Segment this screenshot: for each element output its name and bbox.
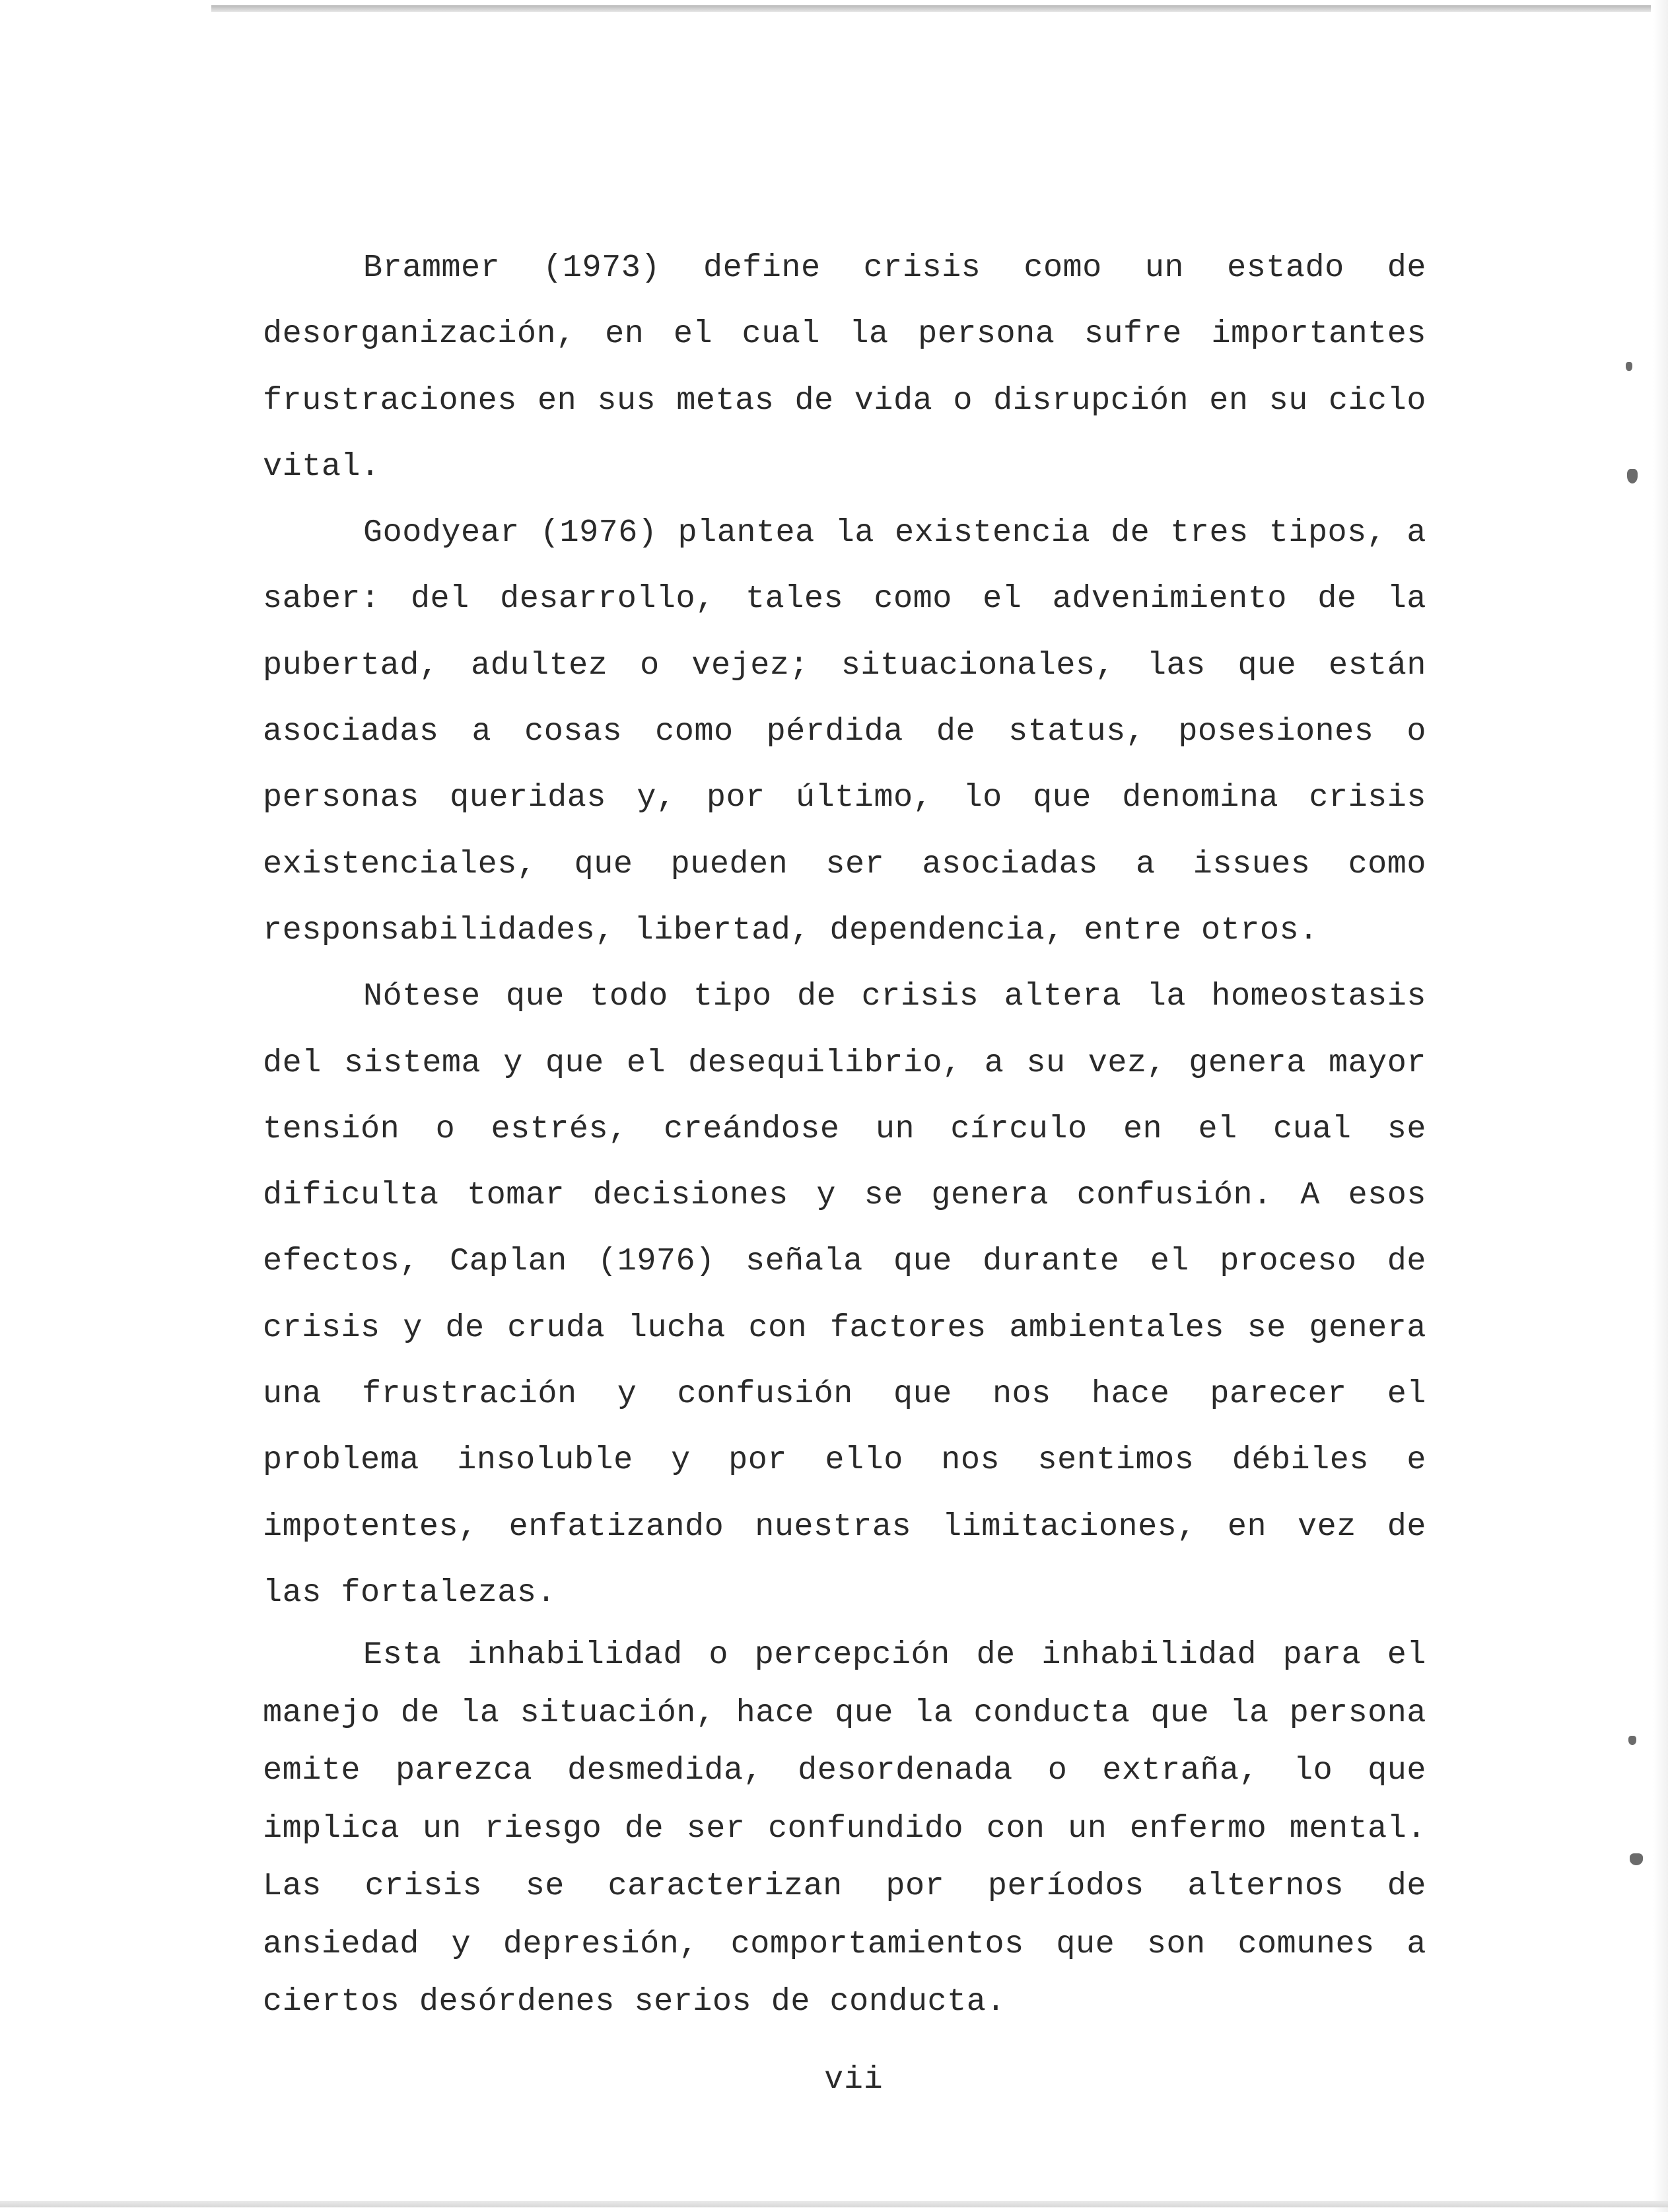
scan-edge-top xyxy=(211,5,1651,12)
scan-edge-right xyxy=(1653,0,1668,2212)
paragraph-brammer: Brammer (1973) define crisis como un estado de desorganización, en el cual la persona sufre importantes frustraciones en sus metas de vida o disrupción en su ciclo vital. xyxy=(263,250,1426,485)
paragraph-homeostasis: Nótese que todo tipo de crisis altera la homeostasis del sistema y que el desequilibrio, a su vez, genera mayor tensión o estrés, creándose un círculo en el cual se dificulta tomar decisiones y se genera confusión. A esos efectos, Caplan (1976) señala que durante el proceso de crisis y de cruda lucha con factores ambientales se genera una frustración y confusión que nos hace parecer el problema insoluble y por ello nos sentimos débiles e impotentes, enfatizando nuestras limitaciones, en vez de las fortalezas. xyxy=(263,978,1426,1611)
paragraph-goodyear: Goodyear (1976) plantea la existencia de tres tipos, a saber: del desarrollo, tales como el advenimiento de la pubertad, adultez o vejez; situacionales, las que están asociadas a cosas como pérdida de status, posesiones o personas queridas y, por último, lo que denomina crisis existenciales, que pueden ser asociadas a issues como responsabilidades, libertad, dependencia, entre otros. xyxy=(263,515,1426,948)
page-number: vii xyxy=(824,2062,884,2098)
scan-edge-bottom xyxy=(0,2201,1668,2207)
scan-speck xyxy=(1626,362,1632,371)
scan-speck xyxy=(1630,1853,1643,1865)
scan-speck xyxy=(1627,469,1638,483)
scan-speck xyxy=(1628,1736,1636,1745)
paragraph-inhabilidad: Esta inhabilidad o percepción de inhabilidad para el manejo de la situación, hace que la conducta que la persona emite parezca desmedida, desordenada o extraña, lo que implica un riesgo de ser confundido con un enfermo mental. Las crisis se caracterizan por períodos alternos de ansiedad y depresión, comportamientos que son comunes a ciertos desórdenes serios de conducta. xyxy=(263,1637,1426,2020)
document-body xyxy=(263,235,1426,2031)
